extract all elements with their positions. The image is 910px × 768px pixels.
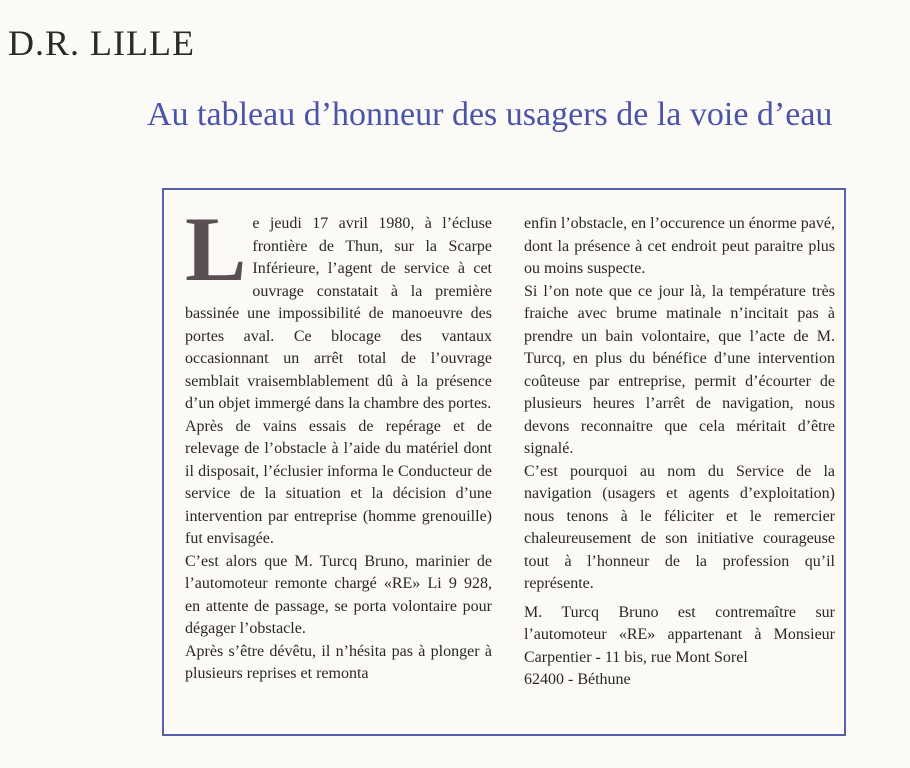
article-column-left bbox=[185, 198, 492, 686]
paragraph: Après s’être dévêtu, il n’hésita pas à plonger à plusieurs reprises et remonta bbox=[185, 642, 492, 682]
paragraph: M. Turcq Bruno est contremaître sur l’automoteur «RE» appartenant à Monsieur Carpentier - 11 bis, rue Mont Sorel bbox=[524, 603, 835, 666]
paragraph: Après de vains essais de repérage et de relevage de l’obstacle à l’aide du matériel dont il disposait, l’éclusier informa le Conducteur de service de la situation et la décision d’une intervention par entreprise (homme grenouille) fut envisagée. bbox=[185, 417, 492, 547]
paragraph: C’est pourquoi au nom du Service de la navigation (usagers et agents d’exploitation) nous tenons à le féliciter et le remercier chaleureusement de son initiative courageuse tout à l’honneur de la profession qu’il représente. bbox=[524, 462, 835, 592]
section-label: D.R. LILLE bbox=[8, 23, 195, 63]
drop-cap: L bbox=[185, 198, 247, 300]
paragraph: enfin l’obstacle, en l’occurence un énorme pavé, dont la présence à cet endroit peut paraitre plus ou moins suspecte. bbox=[524, 215, 835, 277]
paragraph: Si l’on note que ce jour là, la température très fraiche avec brume matinale n’incitait pas à prendre un bain volontaire, que l’acte de M. Turcq, en plus du bénéfice d’une intervention coûteuse par entreprise, permit d’écourter de plusieurs heures l’arrêt de navigation, nous devons reconnaitre que cela méritait d’être signalé. bbox=[524, 282, 835, 457]
paragraph: C’est alors que M. Turcq Bruno, marinier de l’automoteur remonte chargé «RE» Li 9 928, en attente de passage, se porta volontaire pour dégager l’obstacle. bbox=[185, 552, 492, 637]
headline: Au tableau d’honneur des usagers de la voie d’eau bbox=[147, 96, 833, 133]
article-column-right bbox=[524, 213, 835, 692]
paragraph: e jeudi 17 avril 1980, à l’écluse frontière de Thun, sur la Scarpe Inférieure, l’agent de service à cet ouvrage constatait à la première bassinée une impossibilité de manoeuvre des portes aval. Ce blocage des vantaux occasionnant un arrêt total de l’ouvrage semblait vraisemblablement dû à la présence d’un objet immergé dans la chambre des portes. bbox=[185, 215, 492, 412]
address-line: 62400 - Béthune bbox=[524, 671, 631, 688]
